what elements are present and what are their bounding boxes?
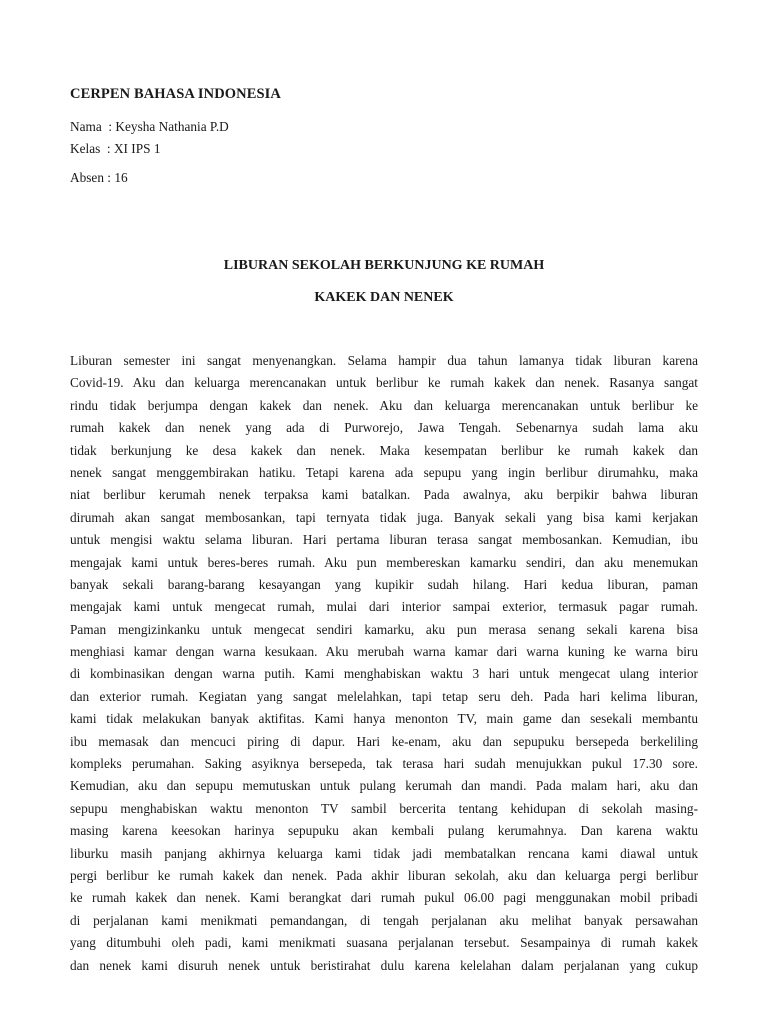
story-body-line: tidak berkunjung ke desa kakek dan nenek. Maka kesempatan berlibur ke rumah kakek dan [70, 442, 698, 458]
story-body-line: kami tidak melakukan banyak aktifitas. Kami hanya menonton TV, main game dan sesekali membantu [70, 711, 698, 727]
story-body-line: untuk mengisi waktu selama liburan. Hari pertama liburan terasa sangat membosankan. Kemudian, ibu [70, 532, 698, 548]
story-body-line: ibu memasak dan mencuci piring di dapur. Hari ke-enam, aku dan sepupuku bersepeda berkeliling [70, 733, 698, 749]
story-body-line: nenek sangat menggembirakan hatiku. Tetapi karena ada sepupu yang ingin berlibur dirumahku, maka [70, 464, 698, 480]
story-body-line: Covid-19. Aku dan keluarga merencanakan untuk berlibur ke rumah kakek dan nenek. Rasanya sangat [70, 375, 698, 391]
story-body-line: kompleks perumahan. Saking asyiknya bersepeda, tak terasa hari sudah menujukkan pukul 17.30 sore. [70, 756, 698, 772]
story-body-line: liburku masih panjang akhirnya keluarga kami tidak jadi membatalkan rencana kami diawal untuk [70, 845, 698, 861]
story-body-line: rindu tidak berjumpa dengan kakek dan nenek. Aku dan keluarga merencanakan untuk berlibur ke [70, 397, 698, 413]
story-body-line: Paman mengizinkanku untuk mengecat sendiri kamarku, aku pun merasa senang sekali karena bisa [70, 621, 698, 637]
story-title-line-1: LIBURAN SEKOLAH BERKUNJUNG KE RUMAH [223, 258, 545, 273]
story-body-line: dan nenek kami disuruh nenek untuk beristirahat dulu karena kelelahan dalam perjalanan yang cukup [70, 957, 698, 973]
document-title: CERPEN BAHASA INDONESIA [70, 86, 281, 102]
story-body-line: niat berlibur kerumah nenek terpaksa kami batalkan. Pada awalnya, aku berpikir bahwa liburan [70, 487, 698, 503]
story-body-line: rumah kakek dan nenek yang ada di Purworejo, Jawa Tengah. Sebenarnya sudah lama aku [70, 420, 698, 436]
story-body-line: Liburan semester ini sangat menyenangkan. Selama hampir dua tahun lamanya tidak liburan karena [70, 353, 698, 368]
story-title-line-2: KAKEK DAN NENEK [314, 290, 454, 305]
story-body-line: yang ditumbuhi oleh padi, kami menikmati suasana perjalanan tersebut. Sesampainya di rumah kakek [70, 935, 698, 951]
story-body [70, 350, 698, 977]
student-name: Nama : Keysha Nathania P.D [70, 119, 229, 134]
story-body-line: mengajak kami untuk mengecat rumah, mulai dari interior sampai exterior, termasuk pagar rumah. [70, 599, 698, 615]
student-class: Kelas : XI IPS 1 [70, 141, 161, 156]
story-body-line: dan exterior rumah. Kegiatan yang sangat melelahkan, tapi tetap seru deh. Pada hari kelima liburan, [70, 688, 698, 704]
story-body-line: di perjalanan kami menikmati pemandangan, di tengah perjalanan aku melihat banyak persawahan [70, 912, 698, 928]
story-body-line: Kemudian, aku dan sepupu memutuskan untuk pulang kerumah dan mandi. Pada malam hari, aku dan [70, 778, 698, 794]
story-body-line: banyak sekali barang-barang kesayangan yang kupikir sudah hilang. Hari kedua liburan, paman [70, 576, 698, 592]
story-body-line: masing karena keesokan harinya sepupuku akan kembali pulang kerumahnya. Dan karena waktu [70, 823, 698, 839]
story-body-line: di kombinasikan dengan warna putih. Kami menghabiskan waktu 3 hari untuk mengecat ulang interior [70, 666, 698, 682]
story-body-line: sepupu menghabiskan waktu menonton TV sambil bercerita tentang kehidupan di sekolah masing- [70, 800, 698, 816]
story-body-line: ke rumah kakek dan nenek. Kami berangkat dari rumah pukul 06.00 pagi menggunakan mobil pribadi [70, 890, 698, 906]
story-body-line: mengajak kami untuk beres-beres rumah. Aku pun membereskan kamarku sendiri, dan aku menemukan [70, 554, 698, 570]
story-body-line: dirumah akan sangat membosankan, tapi ternyata tidak juga. Banyak sekali yang bisa kami kerjakan [70, 509, 698, 525]
student-absen: Absen : 16 [70, 170, 128, 185]
story-body-line: menghiasi kamar dengan warna kesukaan. Aku merubah warna kamar dari warna kuning ke warna biru [70, 644, 698, 660]
story-body-line: pergi berlibur ke rumah kakek dan nenek. Pada akhir liburan sekolah, aku dan keluarga pergi berlibur [70, 867, 698, 883]
